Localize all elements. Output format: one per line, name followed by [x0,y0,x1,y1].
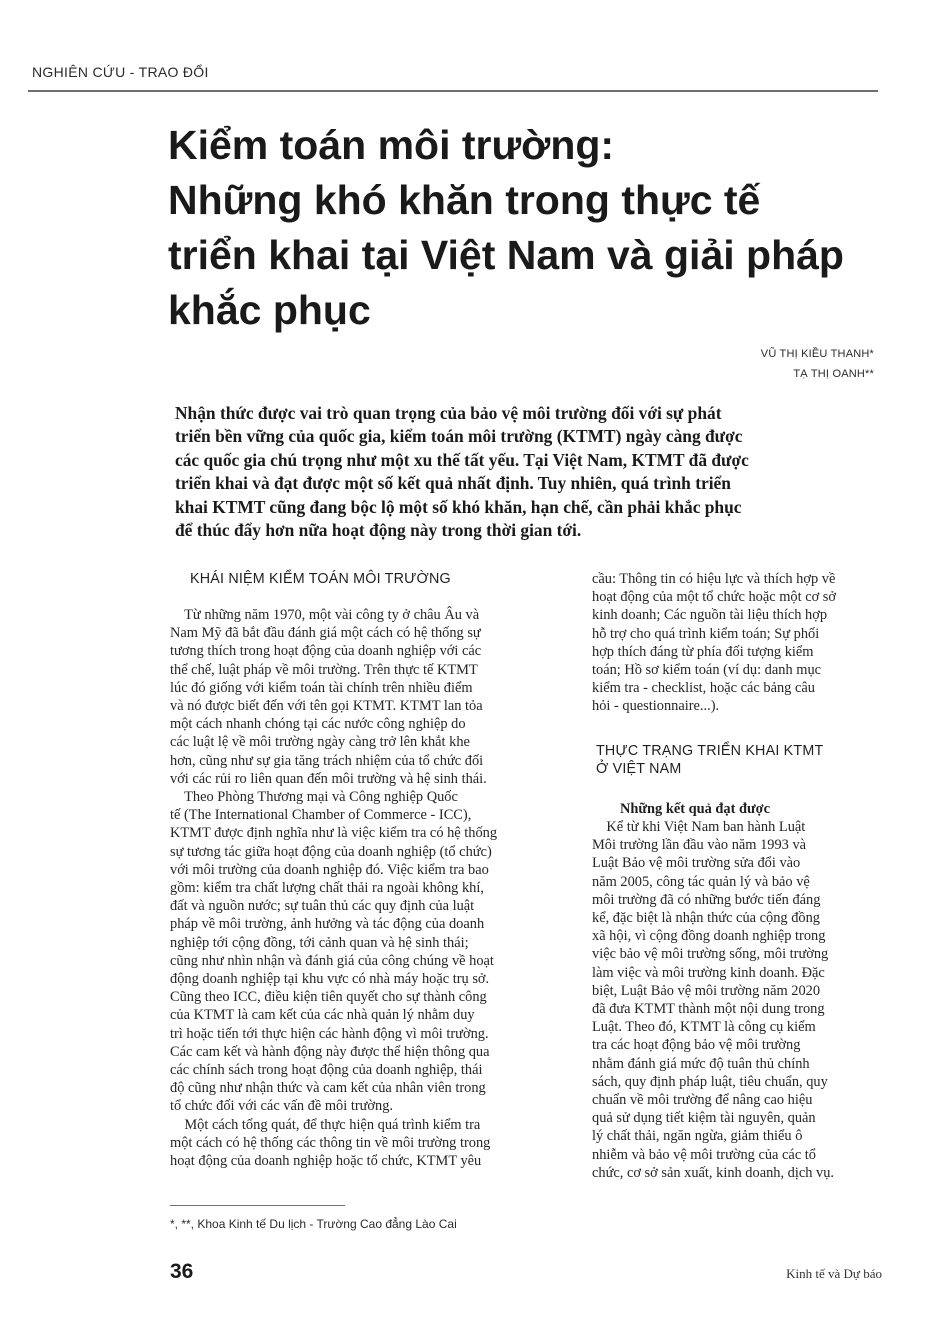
body-line: chuẩn về môi trường để nâng cao hiệu [592,1092,813,1109]
abstract-line: Nhận thức được vai trò quan trọng của bảo vệ môi trường đối với sự phát [175,403,722,423]
body-line: hoạt động của một tổ chức hoặc một cơ sở [592,589,837,606]
body-line: kinh doanh; Các nguồn tài liệu thích hợp [592,607,828,624]
body-line: hoạt động của doanh nghiệp hoặc tổ chức, KTMT yêu [170,1153,482,1170]
body-line: với các rủi ro liên quan đến môi trường và hệ sinh thái. [170,770,487,787]
body-line: toán; Hồ sơ kiểm toán (ví dụ: danh mục [592,662,822,679]
body-line: của KTMT là cam kết của các nhà quản lý nhằm duy [170,1007,475,1024]
section-label: NGHIÊN CỨU - TRAO ĐỔI [32,64,209,80]
body-line: các luật lệ về môi trường ngày càng trở lên khắt khe [170,734,470,751]
body-line: Cũng theo ICC, điều kiện tiên quyết cho sự thành công [170,989,487,1006]
body-line: hơn, cũng như sự gia tăng trách nhiệm của tổ chức đối [170,752,484,769]
body-line: Môi trường lần đầu vào năm 1993 và [592,837,807,854]
body-line: quả sử dụng tiết kiệm tài nguyên, quản [592,1110,816,1127]
body-line: hợp thích đáng từ phía đối tượng kiểm [592,643,814,660]
body-line: các chính sách trong hoạt động của doanh nghiệp, thái [170,1062,483,1079]
body-line: nghiệp tới cộng đồng, tới cảnh quan và hệ sinh thái; [170,934,469,951]
body-line: nhằm đánh giá mức độ tuân thủ chính [592,1055,810,1072]
body-line: độ cũng như nhận thức và cam kết của nhân viên trong [170,1080,486,1097]
subheading-results: Những kết quả đạt được [620,801,770,817]
body-line: Từ những năm 1970, một vài công ty ở châu Âu và [170,607,480,623]
body-line: tế (The International Chamber of Commerce - ICC), [170,807,472,824]
body-line: môi trường đã có những bước tiến đáng [592,891,821,908]
body-line: kiểm tra - checklist, hoặc các bảng câu [592,680,815,697]
authors [761,344,874,384]
footnote: *, **, Khoa Kinh tế Du lịch - Trường Cao đẳng Lào Cai [170,1217,457,1231]
body-line: việc bảo vệ môi trường sống, môi trường [592,946,829,963]
abstract-line: triển bền vững của quốc gia, kiểm toán môi trường (KTMT) ngày càng được [175,426,743,447]
body-line: trì hoặc tiến tới thực hiện các hành động vì môi trường. [170,1025,489,1042]
header-rule [28,90,878,92]
body-line: tổ chức đối với các vấn đề môi trường. [170,1098,394,1115]
heading-line: THỰC TRẠNG TRIỂN KHAI KTMT [596,743,824,759]
body-line: hỏi - questionnaire...). [592,698,720,715]
body-line: Theo Phòng Thương mại và Công nghiệp Quốc [170,789,458,806]
body-line: tương thích trong hoạt động của doanh nghiệp với các [170,643,482,660]
body-line: Một cách tổng quát, để thực hiện quá trình kiểm tra [170,1116,481,1133]
body-line: sự tương tác giữa hoạt động của doanh nghiệp (tổ chức) [170,843,492,860]
body-line: Kể từ khi Việt Nam ban hành Luật [592,819,806,835]
body-line: với môi trường của doanh nghiệp đó. Việc kiểm tra bao [170,861,489,878]
section-heading-status [596,742,823,778]
section-heading-concept: KHÁI NIỆM KIỂM TOÁN MÔI TRƯỜNG [190,571,451,587]
body-line: nhiễm và bảo vệ môi trường của các tổ [592,1146,816,1163]
page-number: 36 [170,1260,194,1283]
body-line: đã đưa KTMT thành một nội dung trong [592,1001,825,1018]
body-line: cầu: Thông tin có hiệu lực và thích hợp về [592,571,836,587]
body-line: một cách nhanh chóng tại các nước công nghiệp do [170,716,466,733]
abstract-line: khai KTMT cũng đang bộc lộ một số khó khăn, hạn chế, cần phải khắc phục [175,496,742,517]
journal-name: Kinh tế và Dự báo [786,1266,882,1281]
body-line: hỗ trợ cho quá trình kiểm toán; Sự phối [592,625,820,642]
title-line: Những khó khăn trong thực tế [168,177,761,223]
body-line: sách, quy định pháp luật, tiêu chuẩn, quy [592,1073,828,1090]
title-line: khắc phục [168,287,371,333]
abstract-line: để thúc đẩy hơn nữa hoạt động này trong thời gian tới. [175,520,582,541]
body-line: cũng như nhìn nhận và đánh giá của công chúng về hoạt [170,952,494,969]
body-line: lý chất thải, ngăn ngừa, giảm thiểu ô [592,1128,803,1145]
title-line: Kiểm toán môi trường: [168,122,615,168]
body-line: Các cam kết và hành động này được thể hiện thông qua [170,1043,490,1060]
abstract [175,402,865,542]
body-line: làm việc và môi trường kinh doanh. Đặc [592,964,825,981]
heading-line: Ở VIỆT NAM [596,761,682,777]
title-line: triển khai tại Việt Nam và giải pháp [168,232,844,278]
author-name: VŨ THỊ KIỀU THANH* [760,348,874,360]
body-line: một cách có hệ thống các thông tin về môi trường trong [170,1134,491,1151]
abstract-line: triển khai và đạt được một số kết quả nhất định. Tuy nhiên, quá trình triển [175,473,731,494]
body-line: chức, cơ sở sản xuất, kinh doanh, dịch vụ. [592,1164,835,1181]
body-line: kể, đặc biệt là nhận thức của cộng đồng [592,910,820,927]
body-line: Luật. Theo đó, KTMT là công cụ kiểm [592,1019,816,1036]
body-line: tra các hoạt động bảo vệ môi trường [592,1037,801,1054]
footnote-rule [170,1205,345,1206]
body-line: Nam Mỹ đã bắt đầu đánh giá một cách có hệ thống sự [170,625,481,642]
article-title [168,118,888,338]
body-line: xã hội, vì cộng đồng doanh nghiệp trong [592,928,826,945]
body-line: Luật Bảo vệ môi trường sửa đổi vào [592,855,801,872]
left-column-body [170,606,565,1170]
author-name: TẠ THỊ OANH** [793,368,874,380]
body-line: và nó được biết đến với tên gọi KTMT. KTMT lan tỏa [170,698,483,715]
body-line: lúc đó giống với kiểm toán tài chính trên nhiều điểm [170,679,473,696]
body-line: biệt, Luật Bảo vệ môi trường năm 2020 [592,982,821,999]
abstract-line: các quốc gia chú trọng như một xu thế tất yếu. Tại Việt Nam, KTMT đã được [175,449,749,470]
right-column-top [592,570,882,716]
body-line: KTMT được định nghĩa như là việc kiểm tra có hệ thống [170,825,498,842]
right-column-body [592,818,882,1182]
body-line: năm 2005, công tác quản lý và bảo vệ [592,873,810,890]
body-line: gồm: kiểm tra chất lượng chất thải ra ngoài không khí, [170,880,484,897]
body-line: động doanh nghiệp tại khu vực có nhà máy hoặc trụ sở. [170,971,490,988]
body-line: thể chế, luật pháp về môi trường. Trên thực tế KTMT [170,661,478,678]
body-line: đất và nguồn nước; sự tuân thủ các quy định của luật [170,898,475,915]
body-line: pháp về môi trường, ảnh hưởng và tác động của doanh [170,916,485,933]
